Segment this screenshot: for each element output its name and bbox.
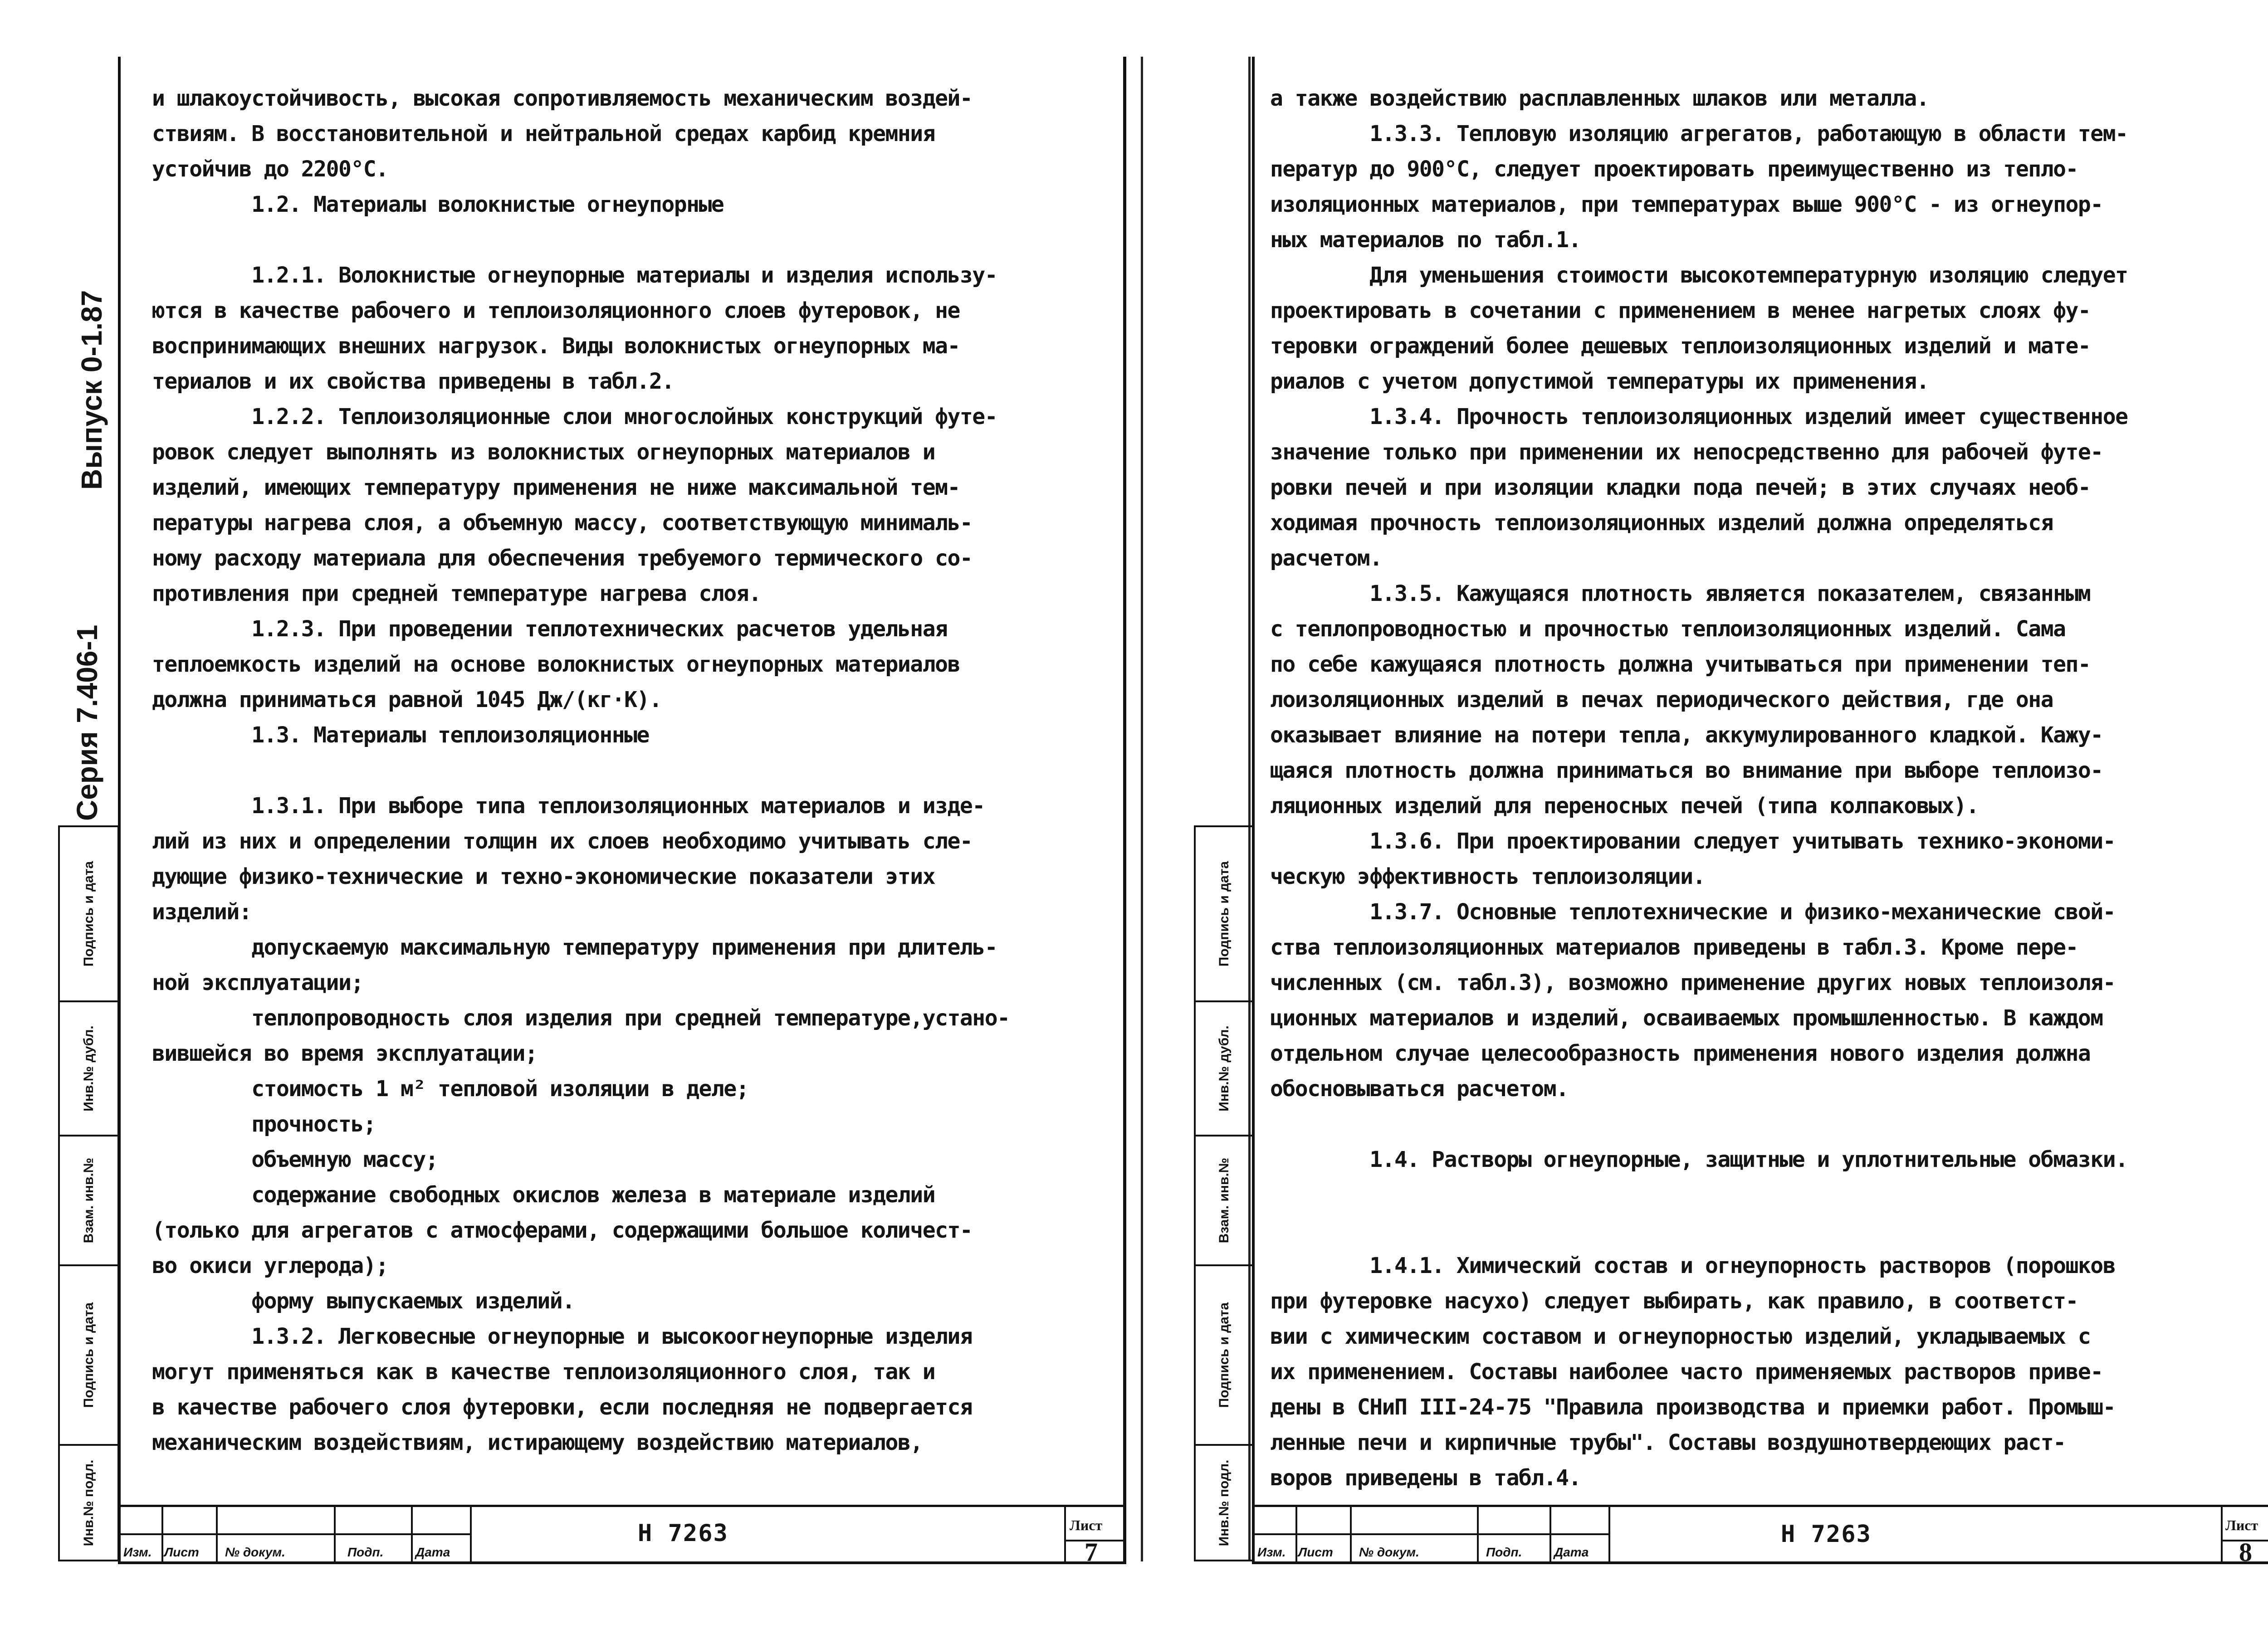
text-line: изоляционных материалов, при температурах выше 900°C - из огнеупор- — [1270, 192, 2103, 217]
text-line: пературы нагрева слоя, а объемную массу, соответствующую минималь- — [152, 510, 973, 536]
tb-label-date: Дата — [1554, 1545, 1589, 1559]
text-line: ному расходу материала для обеспечения требуемого термического со- — [152, 546, 973, 571]
text-line: 1.2. Материалы волокнистые огнеупорные — [152, 192, 724, 217]
text-line: ходимая прочность теплоизоляционных изделий должна определяться — [1270, 510, 2053, 536]
text-line: риалов с учетом допустимой температуры их применения. — [1270, 369, 1929, 394]
left-title-block — [121, 1505, 1123, 1567]
stamp-cell-duplicate-inv: Инв.№ дубл. — [58, 1000, 119, 1136]
text-line: 1.2.1. Волокнистые огнеупорные материалы и изделия использу- — [152, 263, 997, 288]
tb-label-signature: Подп. — [1486, 1545, 1522, 1559]
text-line: 1.3. Материалы теплоизоляционные — [152, 722, 649, 748]
text-line — [1270, 1177, 2128, 1213]
text-line: 1.3.5. Кажущаяся плотность является показателем, связанным — [1270, 581, 2091, 606]
text-line: стоимость 1 м² тепловой изоляции в деле; — [152, 1076, 749, 1102]
text-line: дены в СНиП III-24-75 "Правила производства и приемки работ. Промыш- — [1270, 1395, 2116, 1420]
tb-label-change: Изм. — [123, 1545, 152, 1559]
text-line: ются в качестве рабочего и теплоизоляционного слоев футеровок, не — [152, 298, 960, 323]
text-line: ператур до 900°C, следует проектировать преимущественно из тепло- — [1270, 156, 2078, 182]
tb-label-change: Изм. — [1257, 1545, 1286, 1559]
text-line: изделий: — [152, 899, 252, 925]
stamp-cell-signature-date: Подпись и дата — [1194, 825, 1255, 1002]
text-line — [1270, 1107, 2128, 1142]
text-line: лий из них и определении толщин их слоев необходимо учитывать сле- — [152, 829, 973, 854]
text-line: 1.3.7. Основные теплотехнические и физико-механические свой- — [1270, 899, 2116, 925]
text-line: 1.2.2. Теплоизоляционные слои многослойных конструкций футе- — [152, 404, 997, 429]
text-line — [152, 222, 1010, 258]
text-line: при футеровке насухо) следует выбирать, как правило, в соответст- — [1270, 1288, 2078, 1314]
text-line: в качестве рабочего слоя футеровки, если последняя не подвергается — [152, 1395, 973, 1420]
tb-label-doc-no: № докум. — [1359, 1545, 1419, 1559]
text-line: Для уменьшения стоимости высокотемпературную изоляцию следует — [1270, 263, 2128, 288]
text-line: ленные печи и кирпичные трубы". Составы воздушнотвердеющих раст- — [1270, 1430, 2066, 1455]
text-line: численных (см. табл.3), возможно применение других новых теплоизоля- — [1270, 970, 2116, 995]
text-line: воспринимающих внешних нагрузок. Виды волокнистых огнеупорных ма- — [152, 333, 960, 359]
text-line: теплопроводность слоя изделия при средней температуре,устано- — [152, 1005, 1010, 1031]
text-line: теплоемкость изделий на основе волокнистых огнеупорных материалов — [152, 652, 960, 677]
text-line: 1.3.4. Прочность теплоизоляционных изделий имеет существенное — [1270, 404, 2128, 429]
right-body-text — [1270, 81, 2128, 1496]
text-line: вившейся во время эксплуатации; — [152, 1041, 538, 1066]
text-line: 1.3.3. Тепловую изоляцию агрегатов, работающую в области тем- — [1270, 121, 2128, 146]
tb-label-doc-no: № докум. — [225, 1545, 285, 1559]
tb-label-sheet: Лист — [164, 1545, 199, 1559]
text-line: устойчив до 2200°C. — [152, 156, 388, 182]
text-line: (только для агрегатов с атмосферами, содержащими большое количест- — [152, 1218, 973, 1243]
right-stamp-column — [1194, 825, 1255, 1561]
text-line: форму выпускаемых изделий. — [152, 1288, 575, 1314]
text-line: дующие физико-технические и техно-экономические показатели этих — [152, 864, 935, 889]
text-line: ционных материалов и изделий, осваиваемых промышленностью. В каждом — [1270, 1005, 2103, 1031]
text-line: по себе кажущаяся плотность должна учитываться при применении теп- — [1270, 652, 2091, 677]
text-line: отдельном случае целесообразность применения нового изделия должна — [1270, 1041, 2091, 1066]
text-line: ства теплоизоляционных материалов приведены в табл.3. Кроме пере- — [1270, 935, 2078, 960]
sheet-number: 7 — [1085, 1537, 1098, 1567]
sheet-number: 8 — [2239, 1537, 2252, 1567]
document-code: Н 7263 — [638, 1520, 728, 1547]
text-line: во окиси углерода); — [152, 1253, 388, 1278]
series-label: Серия 7.406-1 — [71, 624, 103, 821]
text-line: прочность; — [152, 1112, 376, 1137]
left-body-text — [152, 81, 1010, 1460]
issue-label: Выпуск 0-1.87 — [75, 290, 108, 490]
text-line: значение только при применении их непосредственно для рабочей футе- — [1270, 439, 2103, 465]
text-line: 1.2.3. При проведении теплотехнических расчетов удельная — [152, 616, 948, 642]
text-line: а также воздействию расплавленных шлаков или металла. — [1270, 86, 1929, 111]
text-line: с теплопроводностью и прочностью теплоизоляционных изделий. Сама — [1270, 616, 2066, 642]
text-line: допускаемую максимальную температуру применения при длитель- — [152, 935, 997, 960]
right-page — [1148, 0, 2268, 1634]
text-line — [1270, 1213, 2128, 1248]
stamp-cell-replace-inv: Взам. инв.№ — [1194, 1135, 1255, 1266]
text-line: могут применяться как в качестве теплоизоляционного слоя, так и — [152, 1359, 935, 1385]
text-line: 1.3.2. Легковесные огнеупорные и высокоогнеупорные изделия — [152, 1324, 973, 1349]
text-line: объемную массу; — [152, 1147, 438, 1172]
left-binding-rule — [1141, 57, 1143, 1561]
text-line: ствиям. В восстановительной и нейтральной средах карбид кремния — [152, 121, 935, 146]
text-line: теровки ограждений более дешевых теплоизоляционных изделий и мате- — [1270, 333, 2091, 359]
text-line: вии с химическим составом и огнеупорностью изделий, укладываемых с — [1270, 1324, 2091, 1349]
right-title-block — [1255, 1505, 2268, 1567]
text-line: ровки печей и при изоляции кладки пода печей; в этих случаях необ- — [1270, 475, 2091, 500]
text-line: 1.4.1. Химический состав и огнеупорность растворов (порошков — [1270, 1253, 2116, 1278]
tb-label-signature: Подп. — [347, 1545, 384, 1559]
stamp-cell-signature-date-2: Подпись и дата — [1194, 1264, 1255, 1446]
stamp-cell-original-inv: Инв.№ подл. — [1194, 1444, 1255, 1561]
text-line: ляционных изделий для переносных печей (типа колпаковых). — [1270, 793, 1979, 819]
text-line: ческую эффективность теплоизоляции. — [1270, 864, 1705, 889]
document-code: Н 7263 — [1781, 1521, 1872, 1548]
text-line: механическим воздействиям, истирающему воздействию материалов, — [152, 1430, 923, 1455]
tb-label-date: Дата — [415, 1545, 450, 1559]
text-line: их применением. Составы наиболее часто применяемых растворов приве- — [1270, 1359, 2103, 1385]
text-line: ровок следует выполнять из волокнистых огнеупорных материалов и — [152, 439, 935, 465]
text-line: 1.4. Растворы огнеупорные, защитные и уплотнительные обмазки. — [1270, 1147, 2128, 1172]
stamp-cell-signature-date-2: Подпись и дата — [58, 1264, 119, 1446]
text-line: 1.3.6. При проектировании следует учитывать технико-экономи- — [1270, 829, 2116, 854]
text-line: оказывает влияние на потери тепла, аккумулированного кладкой. Кажу- — [1270, 722, 2103, 748]
text-line: расчетом. — [1270, 546, 1382, 571]
text-line: и шлакоустойчивость, высокая сопротивляемость механическим воздей- — [152, 86, 973, 111]
stamp-cell-duplicate-inv: Инв.№ дубл. — [1194, 1000, 1255, 1136]
text-line: содержание свободных окислов железа в материале изделий — [152, 1182, 935, 1208]
stamp-cell-replace-inv: Взам. инв.№ — [58, 1135, 119, 1266]
text-line: должна приниматься равной 1045 Дж/(кг·К). — [152, 687, 662, 712]
text-line: проектировать в сочетании с применением в менее нагретых слоях фу- — [1270, 298, 2091, 323]
text-line — [152, 753, 1010, 788]
text-line: лоизоляционных изделий в печах периодического действия, где она — [1270, 687, 2053, 712]
stamp-cell-signature-date: Подпись и дата — [58, 825, 119, 1002]
text-line: изделий, имеющих температуру применения не ниже максимальной тем- — [152, 475, 960, 500]
text-line: 1.3.1. При выборе типа теплоизоляционных материалов и изде- — [152, 793, 985, 819]
text-line: противления при средней температуре нагрева слоя. — [152, 581, 761, 606]
text-line: ных материалов по табл.1. — [1270, 227, 1581, 253]
text-line: обосновываться расчетом. — [1270, 1076, 1569, 1102]
text-line: воров приведены в табл.4. — [1270, 1465, 1581, 1491]
sheet-label: Лист — [2225, 1517, 2258, 1533]
tb-label-sheet: Лист — [1298, 1545, 1333, 1559]
left-stamp-column — [58, 825, 119, 1561]
sheet-label: Лист — [1070, 1517, 1103, 1533]
text-line: ной эксплуатации; — [152, 970, 363, 995]
text-line: щаяся плотность должна приниматься во внимание при выборе теплоизо- — [1270, 758, 2103, 783]
text-line: териалов и их свойства приведены в табл.2. — [152, 369, 674, 394]
stamp-cell-original-inv: Инв.№ подл. — [58, 1444, 119, 1561]
